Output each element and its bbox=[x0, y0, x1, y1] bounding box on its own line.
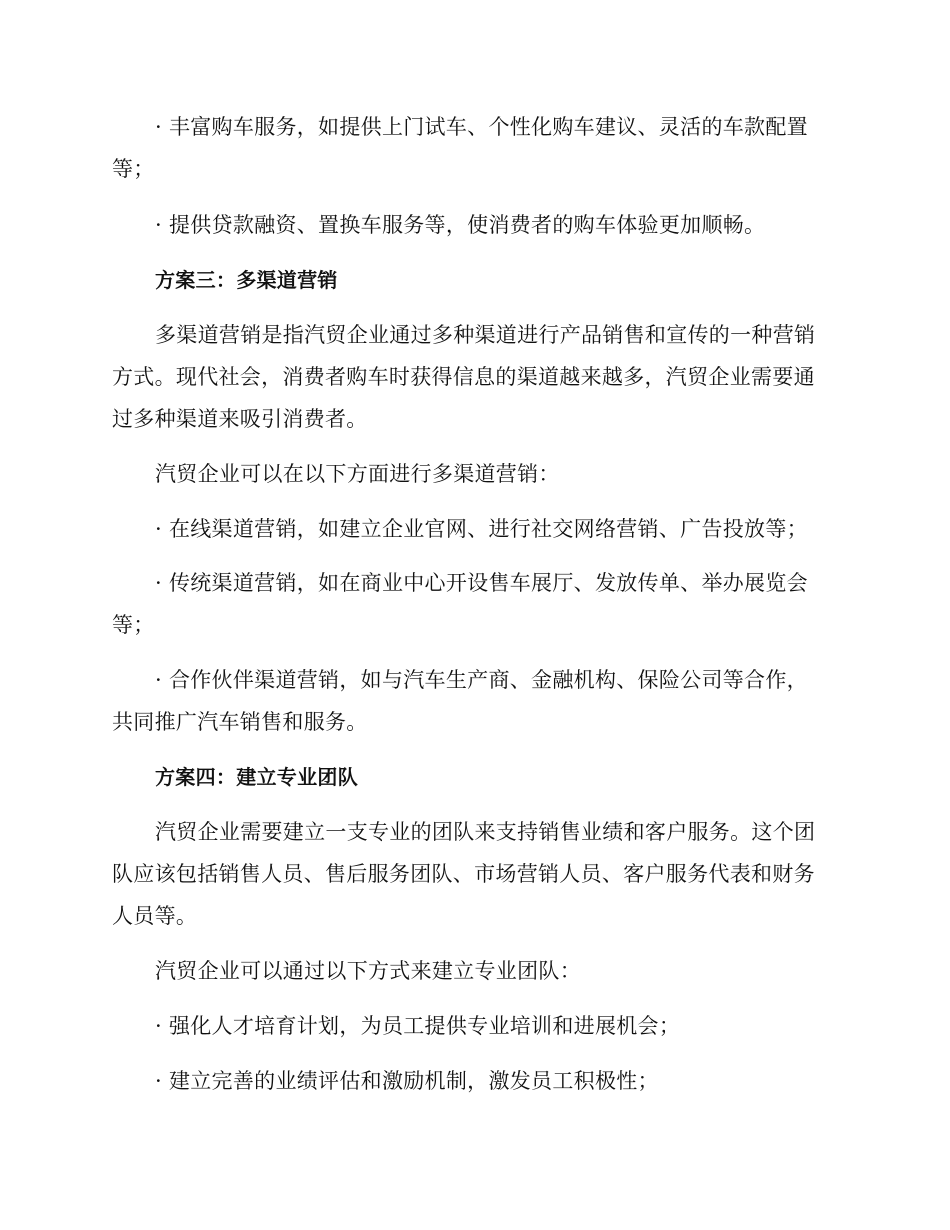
bullet-partner-channel-line-1: · 合作伙伴渠道营销，如与汽车生产商、金融机构、保险公司等合作， bbox=[155, 668, 808, 692]
paragraph-multichannel-line-3: 过多种渠道来吸引消费者。 bbox=[112, 407, 368, 431]
bullet-traditional-channel-line-2: 等； bbox=[112, 613, 155, 637]
section-heading-plan-three: 方案三：多渠道营销 bbox=[155, 268, 338, 292]
bullet-purchase-service-line-2: 等； bbox=[112, 157, 155, 181]
section-heading-plan-four: 方案四：建立专业团队 bbox=[155, 765, 358, 789]
paragraph-team-line-1: 汽贸企业需要建立一支专业的团队来支持销售业绩和客户服务。这个团 bbox=[155, 820, 816, 844]
bullet-talent-training: · 强化人才培育计划，为员工提供专业培训和进展机会； bbox=[155, 1014, 681, 1038]
bullet-performance-incentive: · 建立完善的业绩评估和激励机制，激发员工积极性； bbox=[155, 1069, 659, 1093]
paragraph-multichannel-line-2: 方式。现代社会，消费者购车时获得信息的渠道越来越多，汽贸企业需要通 bbox=[112, 365, 815, 389]
bullet-traditional-channel-line-1: · 传统渠道营销，如在商业中心开设售车展厅、发放传单、举办展览会 bbox=[155, 571, 808, 595]
paragraph-team-intro: 汽贸企业可以通过以下方式来建立专业团队： bbox=[155, 959, 581, 983]
bullet-purchase-service-line-1: · 丰富购车服务，如提供上门试车、个性化购车建议、灵活的车款配置 bbox=[155, 115, 808, 139]
bullet-loan-finance: · 提供贷款融资、置换车服务等，使消费者的购车体验更加顺畅。 bbox=[155, 213, 766, 237]
paragraph-team-line-2: 队应该包括销售人员、售后服务团队、市场营销人员、客户服务代表和财务 bbox=[112, 862, 815, 886]
bullet-partner-channel-line-2: 共同推广汽车销售和服务。 bbox=[112, 710, 368, 734]
paragraph-multichannel-line-1: 多渠道营销是指汽贸企业通过多种渠道进行产品销售和宣传的一种营销 bbox=[155, 323, 816, 347]
paragraph-team-line-3: 人员等。 bbox=[112, 904, 198, 928]
bullet-online-channel: · 在线渠道营销，如建立企业官网、进行社交网络营销、广告投放等； bbox=[155, 517, 808, 541]
paragraph-multichannel-intro: 汽贸企业可以在以下方面进行多渠道营销： bbox=[155, 462, 560, 486]
